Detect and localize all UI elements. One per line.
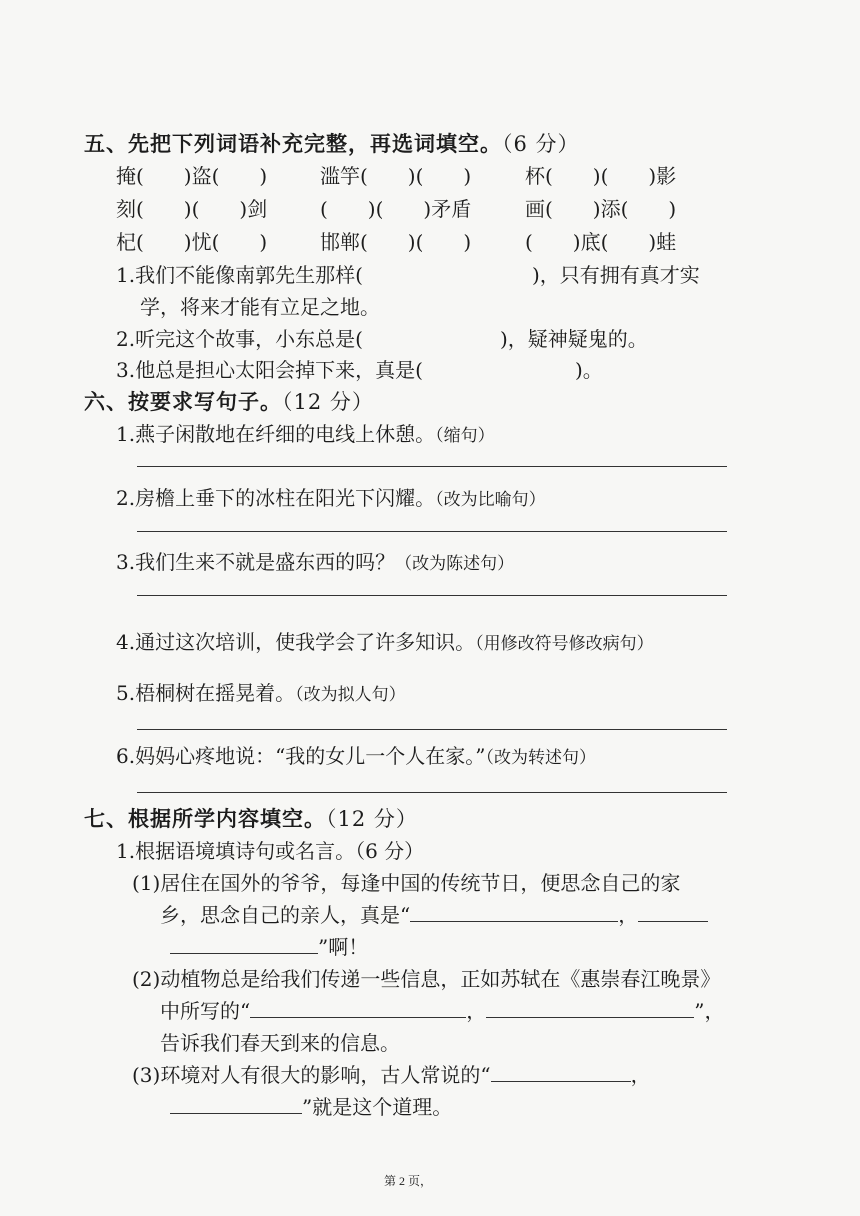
poem-q1-blank-3[interactable]	[170, 933, 318, 954]
poem-q2-line1: (2)动植物总是给我们传递一些信息，正如苏轼在《惠崇春江晚景》	[132, 967, 721, 991]
rewrite-q6	[116, 740, 596, 769]
rewrite-q6-note: （改为转述句）	[485, 748, 597, 768]
answer-line-5[interactable]	[137, 729, 727, 730]
rewrite-q3-text: 3.我们生来不就是盛东西的吗？	[116, 550, 396, 574]
poem-q1-line2	[160, 899, 708, 928]
answer-line-3[interactable]	[137, 595, 727, 596]
answer-line-2[interactable]	[137, 531, 727, 532]
rewrite-q1	[116, 418, 495, 447]
rewrite-q2	[116, 482, 546, 511]
section6-title: 六、按要求写句子。	[84, 390, 282, 414]
poem-q1-line3	[170, 931, 368, 960]
fill-q1-start: 1.我们不能像南郭先生那样(	[116, 263, 363, 287]
poem-q3-line2	[170, 1091, 452, 1120]
poem-q1-blank-1[interactable]	[410, 901, 618, 922]
rewrite-q1-text: 1.燕子闲散地在纤细的电线上休憩。	[116, 422, 436, 446]
comma: ，	[466, 999, 487, 1023]
poem-q3-blank-1[interactable]	[491, 1061, 631, 1082]
poem-q3-blank-2[interactable]	[170, 1093, 302, 1114]
rewrite-q2-note: （改为比喻句）	[435, 490, 546, 510]
word-blank-7[interactable]: 杞( )忧( )	[116, 230, 268, 254]
poem-q1-suffix: ”啊！	[318, 935, 369, 959]
poem-q3-prefix: (3)环境对人有很大的影响，古人常说的“	[132, 1063, 491, 1087]
section7-heading	[84, 803, 418, 833]
poem-q2-line2	[160, 995, 724, 1024]
word-blank-1[interactable]: 掩( )盗( )	[116, 164, 268, 188]
poem-q3-line1	[132, 1059, 651, 1088]
poem-q2-prefix: 中所写的“	[160, 999, 251, 1023]
word-blank-3[interactable]: 杯( )( )影	[525, 164, 677, 188]
word-blank-9[interactable]: ( )底( )蛙	[525, 230, 677, 254]
rewrite-q5-note: （改为拟人句）	[295, 685, 406, 705]
fill-q3-start: 3.他总是担心太阳会掉下来，真是(	[116, 358, 423, 382]
sub-question-1: 1.根据语境填诗句或名言。（6 分）	[116, 839, 425, 863]
rewrite-q4-text: 4.通过这次培训，使我学会了许多知识。	[116, 630, 476, 654]
rewrite-q5	[116, 677, 406, 706]
section5-heading	[84, 128, 580, 158]
comma: ，	[618, 903, 639, 927]
section6-score: （12 分）	[282, 390, 374, 414]
fill-q1-continued: 学，将来才能有立足之地。	[140, 295, 380, 319]
word-blank-6[interactable]: 画( )添( )	[525, 197, 677, 221]
rewrite-q3-note: （改为陈述句）	[395, 554, 515, 574]
poem-q3-suffix: ”就是这个道理。	[302, 1095, 453, 1119]
poem-q1-line1: (1)居住在国外的爷爷，每逢中国的传统节日，便思念自己的家	[132, 871, 681, 895]
section6-heading	[84, 386, 374, 416]
answer-line-1[interactable]	[137, 466, 727, 467]
poem-q1-blank-2[interactable]	[638, 901, 708, 922]
rewrite-q3	[116, 546, 514, 575]
word-blank-8[interactable]: 邯郸( )( )	[320, 230, 472, 254]
word-blank-4[interactable]: 刻( )( )剑	[116, 197, 268, 221]
section5-score: （6 分）	[502, 132, 580, 156]
fill-q2-end: )，疑神疑鬼的。	[500, 327, 648, 351]
rewrite-q1-note: （缩句）	[435, 426, 495, 446]
word-blank-5[interactable]: ( )( )矛盾	[320, 197, 472, 221]
rewrite-q2-text: 2.房檐上垂下的冰柱在阳光下闪耀。	[116, 486, 436, 510]
poem-q2-blank-1[interactable]	[250, 997, 466, 1018]
rewrite-q4-note: （用修改符号修改病句）	[475, 634, 654, 654]
section5-title: 五、先把下列词语补充完整，再选词填空。	[84, 132, 502, 156]
fill-q2-start: 2.听完这个故事，小东总是(	[116, 327, 363, 351]
fill-q3-end: )。	[575, 358, 603, 382]
poem-q1-prefix: 乡，思念自己的亲人，真是“	[160, 903, 411, 927]
poem-q2-blank-2[interactable]	[486, 997, 694, 1018]
fill-q1-end: )，只有拥有真才实	[532, 263, 700, 287]
rewrite-q6-text: 6.妈妈心疼地说：“我的女儿一个人在家。”	[116, 744, 486, 768]
section7-title: 七、根据所学内容填空。	[84, 807, 326, 831]
poem-q2-line3: 告诉我们春天到来的信息。	[160, 1031, 400, 1055]
answer-line-6[interactable]	[137, 792, 727, 793]
section7-score: （12 分）	[326, 807, 418, 831]
rewrite-q5-text: 5.梧桐树在摇晃着。	[116, 681, 296, 705]
poem-q2-suffix: ”，	[694, 999, 725, 1023]
page-number: 第 2 页，	[384, 1174, 433, 1188]
comma: ，	[630, 1063, 651, 1087]
rewrite-q4	[116, 626, 654, 655]
word-blank-2[interactable]: 滥竽( )( )	[320, 164, 472, 188]
